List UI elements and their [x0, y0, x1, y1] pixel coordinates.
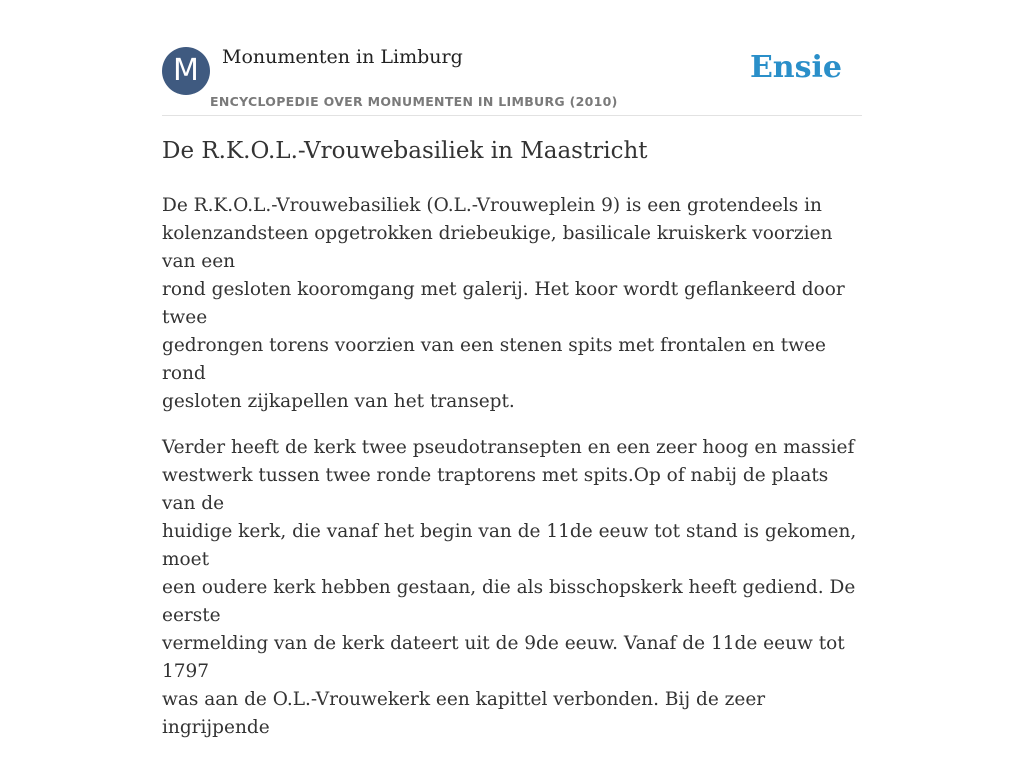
text-line: huidige kerk, die vanaf het begin van de 11de eeuw tot stand is gekomen, moet [162, 521, 857, 570]
text-line: vermelding van de kerk dateert uit de 9de eeuw. Vanaf de 11de eeuw tot 1797 [162, 633, 845, 682]
dictionary-header [162, 44, 862, 116]
book-subtitle: ENCYCLOPEDIE OVER MONUMENTEN IN LIMBURG (2010) [210, 94, 618, 109]
paragraph-2 [162, 434, 862, 742]
ensie-logo[interactable]: Ensie [749, 50, 842, 85]
text-line: gesloten zijkapellen van het transept. [162, 391, 515, 412]
text-line: rond gesloten kooromgang met galerij. Het koor wordt geflankeerd door twee [162, 279, 845, 328]
avatar[interactable]: M [162, 47, 210, 95]
text-line: kolenzandsteen opgetrokken driebeukige, basilicale kruiskerk voorzien van een [162, 223, 833, 272]
article-title: De R.K.O.L.-Vrouwebasiliek in Maastricht [162, 138, 648, 164]
paragraph-1 [162, 192, 862, 416]
text-line: gedrongen torens voorzien van een stenen spits met frontalen en twee rond [162, 335, 826, 384]
text-line: een oudere kerk hebben gestaan, die als bisschopskerk heeft gediend. De eerste [162, 577, 856, 626]
book-title-link[interactable]: Monumenten in Limburg [222, 46, 463, 68]
text-line: westwerk tussen twee ronde traptorens met spits.Op of nabij de plaats van de [162, 465, 829, 514]
text-line: was aan de O.L.-Vrouwekerk een kapittel verbonden. Bij de zeer ingrijpende [162, 689, 766, 738]
text-line: De R.K.O.L.-Vrouwebasiliek (O.L.-Vrouweplein 9) is een grotendeels in [162, 195, 822, 216]
text-line: Verder heeft de kerk twee pseudotransepten en een zeer hoog en massief [162, 437, 855, 458]
article-body [162, 192, 862, 760]
